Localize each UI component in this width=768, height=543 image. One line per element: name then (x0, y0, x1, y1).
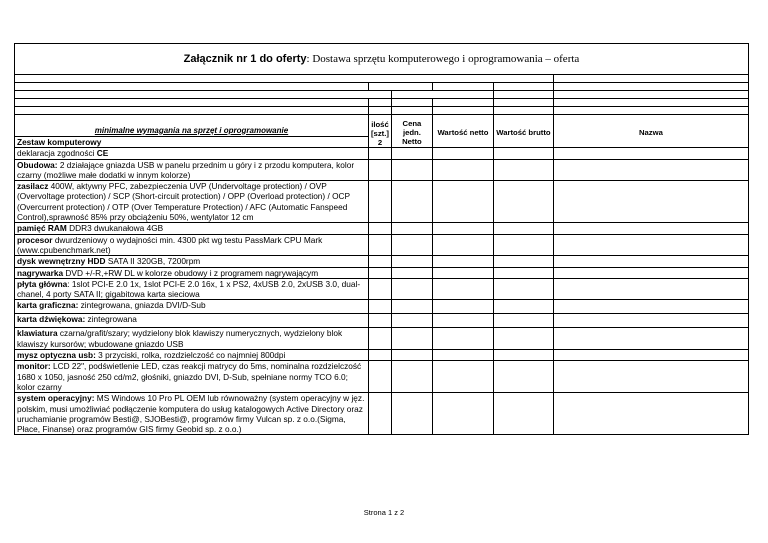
net-value-header: Wartość netto (432, 115, 493, 148)
table-row: procesor dwurdzeniowy o wydajności min. 4300 pkt wg testu PassMark CPU Mark (www.cpubenchmark.net) (15, 234, 369, 256)
qty-value: 2 (377, 138, 383, 148)
offer-table (14, 43, 749, 435)
qty-header: ilość [szt.] 2 (369, 115, 392, 148)
unit-price-header: Cena jedn. Netto (391, 115, 432, 148)
table-row: Zestaw komputerowy (15, 137, 369, 148)
table-row: system operacyjny: MS Windows 10 Pro PL OEM lub równoważny (system operacyjny w jęz. polskim, musi umożliwiać podłączenie komputera do usług katalogowych Active Directory oraz uruchamianie programów Besti@, SJOBesti@, programów firmy Vulcan sp. z o.o.(Sigma, Płace, Finanse) oraz programów GIS firmy Geobid sp. z o.o.) (15, 393, 369, 435)
table-row: deklaracja zgodności CE (15, 148, 369, 159)
table-row: klawiatura czarna/grafit/szary; wydzielony blok klawiszy numerycznych, wydzielony blok klawiszy kursorów; wbudowane gniazdo USB (15, 328, 369, 350)
table-row: zasilacz 400W, aktywny PFC, zabezpieczenia UVP (Undervoltage protection) / OVP (Overvoltage protection) / SCP (Short-circuit protection) / OPP (Overload protection) / OCP (Overcurrent protection) / OTP (Over Temperature Protection) / AFC (Automatic Fanspeed Control),sprawność 85% przy obciążeniu 50%, wentylator 12 cm (15, 181, 369, 223)
min-requirements-heading: minimalne wymagania na sprzęt i oprogramowanie (15, 115, 369, 137)
table-row: płyta główna: 1slot PCI-E 2.0 1x, 1slot PCI-E 2.0 16x, 1 x PS2, 4xUSB 2.0, 2xUSB 3.0, dual-chanel, 4 porty SATA II; gigabitowa karta sieciowa (15, 278, 369, 300)
empty-row (15, 91, 392, 99)
gross-value-header: Wartość brutto (493, 115, 553, 148)
table-row: pamięć RAM DDR3 dwukanałowa 4GB (15, 223, 369, 234)
spreadsheet (14, 43, 749, 435)
table-row: karta dźwiękowa: zintegrowana (15, 314, 369, 328)
page-title: Załącznik nr 1 do oferty: Dostawa sprzętu komputerowego i oprogramowania – oferta (15, 44, 749, 75)
table-row: dysk wewnętrzny HDD SATA II 320GB, 7200rpm (15, 256, 369, 267)
page-footer: Strona 1 z 2 (363, 508, 405, 517)
table-row: Obudowa: 2 działające gniazda USB w panelu przednim u góry i z przodu komputera, kolor czarny (możliwe małe dodatki w innym kolorze) (15, 159, 369, 181)
table-row: monitor: LCD 22", podświetlenie LED, czas reakcji matrycy do 5ms, nominalna rozdzielczość 1680 x 1050, jasność 250 cd/m2, głośniki, gniazdo DVI, D-Sub, spełniane normy TCO 6.0; kolor czarny (15, 361, 369, 393)
name-header: Nazwa (553, 115, 748, 148)
empty-row (15, 75, 554, 83)
empty-row (15, 99, 369, 107)
table-row: nagrywarka DVD +/-R,+RW DL w kolorze obudowy i z programem nagrywającym (15, 267, 369, 278)
table-row: mysz optyczna usb: 3 przyciski, rolka, rozdzielczość co najmniej 800dpi (15, 350, 369, 361)
empty-row (15, 107, 369, 115)
table-row: karta graficzna: zintegrowana, gniazda DVI/D-Sub (15, 300, 369, 314)
